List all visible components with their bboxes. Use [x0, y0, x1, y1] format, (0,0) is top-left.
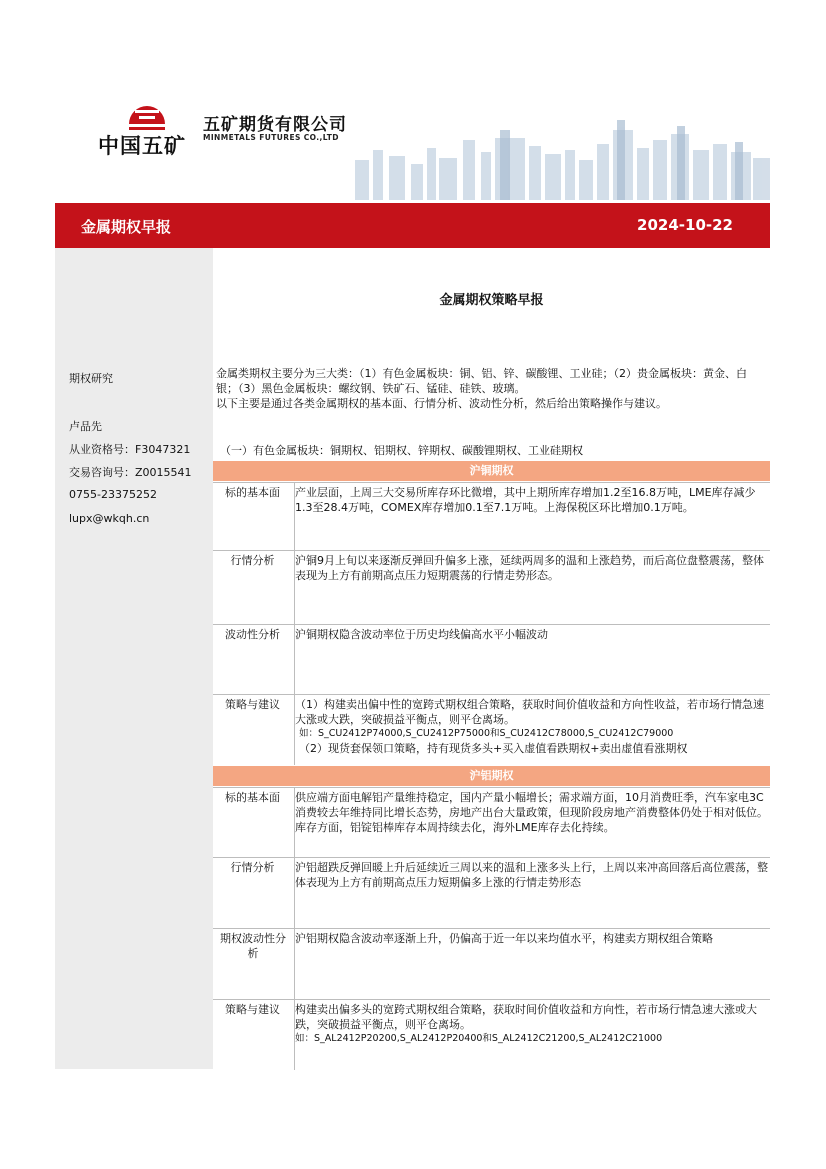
row-content: 沪铝期权隐含波动率逐渐上升，仍偏高于近一年以来均值水平，构建卖方期权组合策略 — [295, 932, 713, 945]
row-label: 行情分析 — [230, 861, 275, 874]
intro-text — [216, 366, 768, 411]
analyst-name: 卢品先 — [69, 420, 102, 433]
logo-text: 中国五矿 — [98, 134, 186, 158]
intro-paragraph: 金属类期权主要分为三大类：（1）有色金属板块：铜、铝、锌、碳酸锂、工业硅；（2）贵金属板块：黄金、白银；（3）黑色金属板块：螺纹钢、铁矿石、锰硅、硅铁、玻璃。 — [216, 367, 747, 395]
analyst-qualification: 从业资格号：F3047321 — [69, 443, 191, 456]
row-content: 产业层面，上周三大交易所库存环比微增，其中上期所库存增加1.2至16.8万吨，LME库存减少1.3至28.4万吨，COMEX库存增加0.1至7.1万吨。上海保税区环比增加0.1万吨。 — [295, 486, 756, 514]
row-content — [295, 697, 768, 756]
page-header — [55, 90, 770, 200]
report-date: 2024-10-22 — [637, 216, 733, 234]
sidebar-section: 期权研究 — [69, 372, 113, 385]
company-name-cn: 五矿期货有限公司 — [203, 115, 347, 135]
row-content: 沪铜9月上旬以来逐渐反弹回升偏多上涨，延续两周多的温和上涨趋势，而后高位盘整震荡，整体表现为上方有前期高点压力短期震荡的行情走势形态。 — [295, 554, 764, 582]
strategy-example: 如：S_AL2412P20200,S_AL2412P20400和S_AL2412C21200,S_AL2412C21000 — [295, 1033, 663, 1044]
strategy-item: （2）现货套保领口策略，持有现货多头+买入虚值看跌期权+卖出虚值看涨期权 — [299, 742, 688, 755]
analyst-phone: 0755-23375252 — [69, 488, 157, 501]
analyst-sidebar — [55, 248, 213, 1069]
intro-paragraph: 以下主要是通过各类金属期权的基本面、行情分析、波动性分析，然后给出策略操作与建议。 — [216, 397, 667, 410]
aluminum-options-band: 沪铝期权 — [213, 766, 770, 786]
row-content: 沪铝超跌反弹回暖上升后延续近三周以来的温和上涨多头上行，上周以来冲高回落后高位震荡，整体表现为上方有前期高点压力短期偏多上涨的行情走势形态 — [295, 861, 768, 889]
row-label: 标的基本面 — [225, 791, 280, 804]
report-title: 金属期权早报 — [81, 218, 172, 236]
copper-options-band: 沪铜期权 — [213, 461, 770, 481]
section-heading: （一）有色金属板块：铜期权、铝期权、锌期权、碳酸锂期权、工业硅期权 — [220, 444, 583, 457]
row-content: 沪铜期权隐含波动率位于历史均线偏高水平小幅波动 — [295, 628, 548, 641]
strategy-item: 构建卖出偏多头的宽跨式期权组合策略，获取时间价值收益和方向性，若市场行情急速大涨或大跌，突破损益平衡点，则平仓离场。 — [295, 1003, 757, 1031]
row-content — [295, 1002, 768, 1046]
strategy-example: 如：S_CU2412P74000,S_CU2412P75000和S_CU2412C78000,S_CU2412C79000 — [299, 728, 674, 739]
page-title: 金属期权策略早报 — [439, 293, 544, 308]
report-title-bar — [55, 203, 770, 248]
analyst-email: lupx@wkqh.cn — [69, 512, 150, 525]
row-label: 策略与建议 — [225, 1003, 280, 1016]
aluminum-market-row — [213, 857, 770, 928]
row-label: 波动性分析 — [225, 628, 280, 641]
row-label: 策略与建议 — [225, 698, 280, 711]
analyst-consult-number: 交易咨询号：Z0015541 — [69, 466, 192, 479]
strategy-item: （1）构建卖出偏中性的宽跨式期权组合策略，获取时间价值收益和方向性收益，若市场行情急速大涨或大跌，突破损益平衡点，则平仓离场。 — [295, 698, 764, 726]
copper-market-row — [213, 550, 770, 624]
aluminum-fundamental-row — [213, 787, 770, 857]
company-name-en: MINMETALS FUTURES CO.,LTD — [203, 133, 339, 142]
row-label: 标的基本面 — [225, 486, 280, 499]
row-content: 供应端方面电解铝产量维持稳定，国内产量小幅增长；需求端方面，10月消费旺季，汽车家电3C消费较去年维持同比增长态势，房地产出台大量政策，但现阶段房地产消费整体仍处于相对低位。库存方面，铝锭铝棒库存本周持续去化，海外LME库存去化持续。 — [295, 791, 768, 834]
copper-volatility-row — [213, 624, 770, 694]
copper-strategy-row — [213, 694, 770, 765]
aluminum-strategy-row — [213, 999, 770, 1070]
copper-fundamental-row — [213, 482, 770, 550]
aluminum-volatility-row — [213, 928, 770, 999]
row-label: 行情分析 — [230, 554, 275, 567]
row-label: 期权波动性分析 — [220, 932, 286, 960]
